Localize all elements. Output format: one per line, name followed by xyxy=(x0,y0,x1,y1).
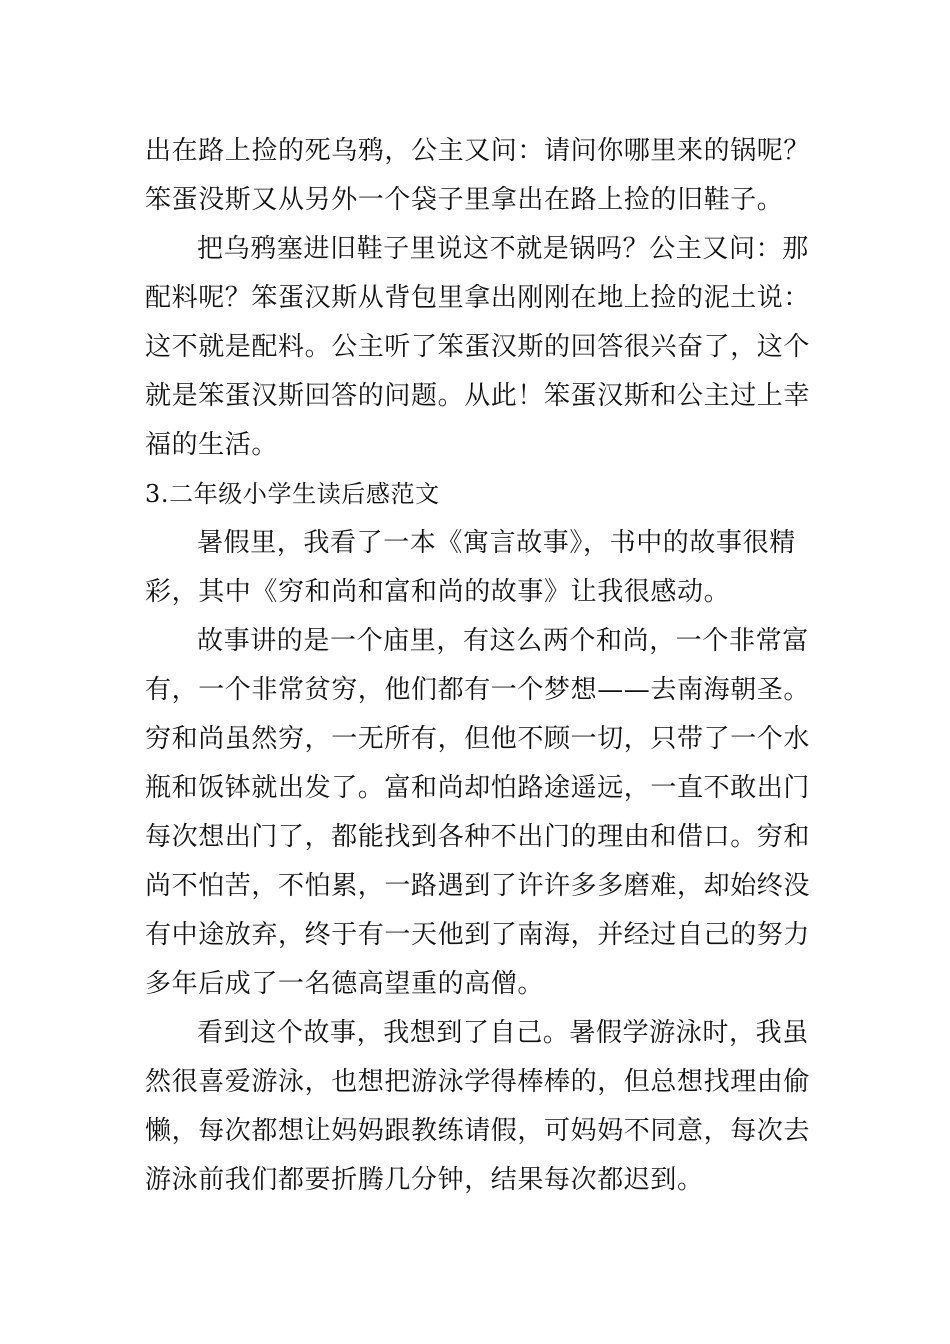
text-line: 笨蛋没斯又从另外一个袋子里拿出在路上捡的旧鞋子。 xyxy=(145,185,784,215)
text-line: 福的生活。 xyxy=(145,430,279,460)
text-line: 这不就是配料。公主听了笨蛋汉斯的回答很兴奋了，这个 xyxy=(145,332,811,362)
text-line: 尚不怕苦，不怕累，一路遇到了许许多多磨难，却始终没 xyxy=(145,871,811,901)
text-line: 彩，其中《穷和尚和富和尚的故事》让我很感动。 xyxy=(145,577,731,607)
document-body xyxy=(145,127,810,1205)
text-line: 多年后成了一名德高望重的高僧。 xyxy=(145,969,545,999)
text-line: 配料呢？笨蛋汉斯从背包里拿出刚刚在地上捡的泥土说： xyxy=(145,283,811,313)
text-line: 游泳前我们都要折腾几分钟，结果每次都迟到。 xyxy=(145,1165,704,1195)
essay-paragraph-1 xyxy=(145,519,810,617)
story-paragraph-1 xyxy=(145,127,810,225)
text-line: 瓶和饭钵就出发了。富和尚却怕路途遥远，一直不敢出门 xyxy=(145,773,811,803)
text-line: 就是笨蛋汉斯回答的问题。从此！笨蛋汉斯和公主过上幸 xyxy=(145,381,811,411)
text-line: 把乌鸦塞进旧鞋子里说这不就是锅吗？公主又问：那 xyxy=(197,234,809,264)
section-heading: 3.二年级小学生读后感范文 xyxy=(145,480,440,508)
text-line: 懒，每次都想让妈妈跟教练请假，可妈妈不同意，每次去 xyxy=(145,1116,811,1146)
text-line: 看到这个故事，我想到了自己。暑假学游泳时，我虽 xyxy=(197,1018,809,1048)
text-line: 出在路上捡的死乌鸦，公主又问：请问你哪里来的锅呢？ xyxy=(145,136,811,166)
text-line: 故事讲的是一个庙里，有这么两个和尚，一个非常富 xyxy=(197,626,809,656)
text-line: 有，一个非常贫穷，他们都有一个梦想——去南海朝圣。 xyxy=(145,675,811,705)
essay-paragraph-3 xyxy=(145,1009,810,1205)
text-line: 然很喜爱游泳，也想把游泳学得棒棒的，但总想找理由偷 xyxy=(145,1067,811,1097)
text-line: 暑假里，我看了一本《寓言故事》，书中的故事很精 xyxy=(197,528,796,558)
text-line: 每次想出门了，都能找到各种不出门的理由和借口。穷和 xyxy=(145,822,811,852)
text-line: 有中途放弃，终于有一天他到了南海，并经过自己的努力 xyxy=(145,920,811,950)
text-line: 穷和尚虽然穷，一无所有，但他不顾一切，只带了一个水 xyxy=(145,724,811,754)
essay-paragraph-2 xyxy=(145,617,810,1009)
story-paragraph-2 xyxy=(145,225,810,470)
